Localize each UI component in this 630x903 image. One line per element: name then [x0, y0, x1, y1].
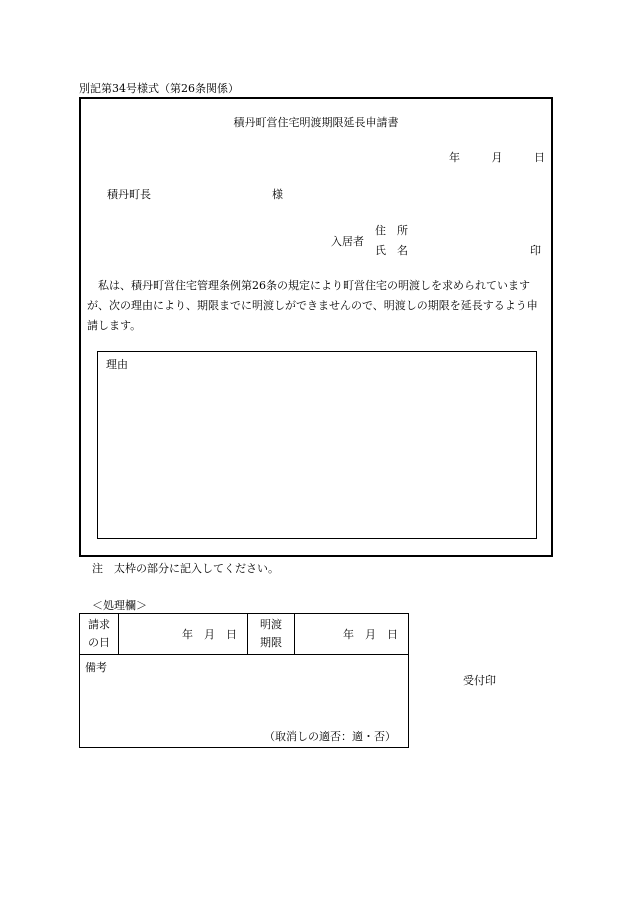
reason-box[interactable]	[97, 351, 537, 539]
reason-label: 理由	[106, 358, 128, 371]
remarks-cell[interactable]	[80, 655, 409, 748]
day-label: 日	[534, 151, 545, 164]
year-label: 年	[449, 151, 460, 164]
name-label: 氏 名	[375, 244, 408, 257]
form-reference: 別記第34号様式（第26条関係）	[79, 82, 239, 95]
honorific: 様	[272, 188, 283, 201]
note: 注 太枠の部分に記入してください。	[92, 562, 279, 575]
month-label: 月	[491, 151, 503, 164]
request-date-value[interactable]: 年 月 日	[119, 614, 248, 655]
table-row	[80, 614, 409, 655]
deadline-label-1: 明渡	[260, 618, 282, 631]
seal-mark: 印	[530, 244, 541, 257]
remarks-label: 備考	[85, 661, 107, 674]
request-date-label-1: 請求	[88, 618, 110, 631]
request-date-label-2: の日	[88, 636, 110, 649]
resident-label: 入居者	[331, 235, 364, 248]
processing-table	[79, 613, 409, 748]
table-row	[80, 655, 409, 748]
request-date-header	[80, 614, 119, 655]
deadline-header	[248, 614, 295, 655]
date-line	[443, 149, 545, 165]
processing-section-label: ＜処理欄＞	[92, 599, 147, 612]
application-statement: 私は、積丹町営住宅管理条例第26条の規定により町営住宅の明渡しを求められていますが、次の理由により、期限までに明渡しができませんので、明渡しの期限を延長するよう申請します。	[87, 279, 538, 332]
address-label: 住 所	[375, 224, 408, 237]
cancel-note: （取消しの適否：適・否）	[264, 730, 396, 743]
document-title: 積丹町営住宅明渡期限延長申請書	[233, 116, 399, 129]
application-frame	[79, 97, 553, 557]
addressee: 積丹町長	[107, 188, 151, 201]
deadline-label-2: 期限	[260, 636, 282, 649]
receipt-stamp-label: 受付印	[463, 674, 496, 687]
deadline-value[interactable]: 年 月 日	[295, 614, 409, 655]
